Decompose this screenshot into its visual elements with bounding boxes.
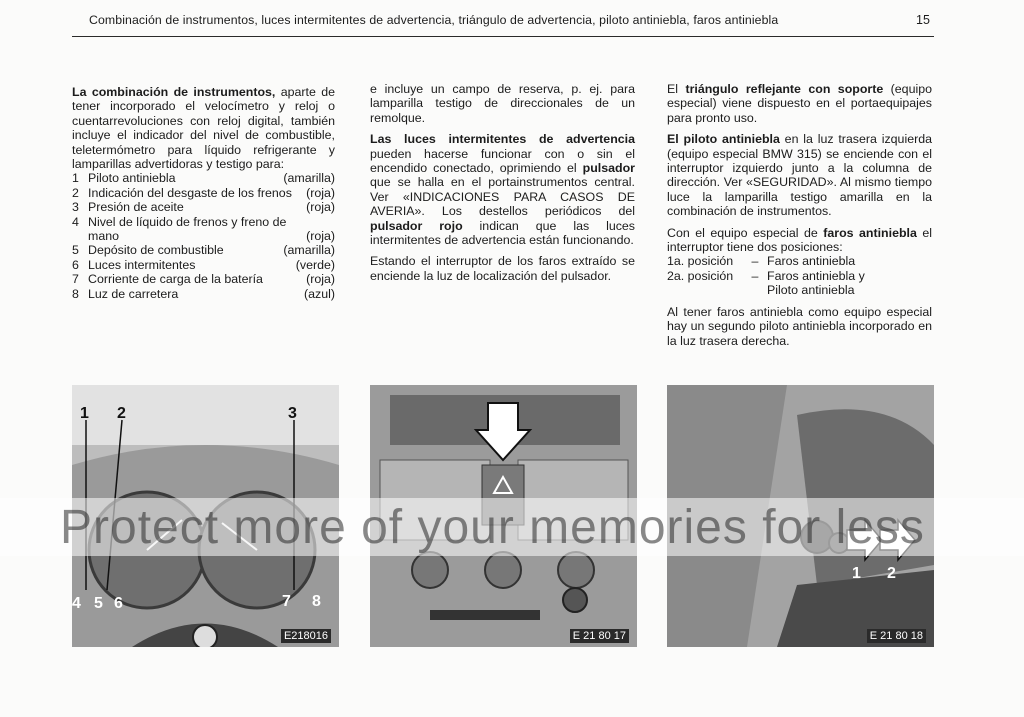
callout-label: 1 [852, 565, 861, 582]
list-item: 5 Depósito de combustible (amarilla) [72, 243, 335, 258]
paragraph: Las luces intermitentes de advertencia pueden hacerse funcionar con o sin el encendido conectado, oprimiendo el pulsador que se halla en el portainstrumentos central. Ver «INDICACIONES PARA CASOS DE AVERIA». Los destellos periódicos del pulsador rojo indican que las luces intermitentes de advertencia están funcionando. [370, 132, 635, 248]
paragraph: El triángulo reflejante con soporte (equipo especial) viene dispuesto en el portaequipajes para pronto uso. [667, 82, 932, 125]
watermark-text: Protect more of your memories for less [60, 501, 925, 554]
callout-label: 6 [114, 595, 123, 612]
callout-label: 2 [887, 565, 896, 582]
figure-code: E 21 80 17 [570, 629, 629, 643]
callout-label: 4 [72, 595, 81, 612]
paragraph: Al tener faros antiniebla como equipo especial hay un segundo piloto antiniebla incorporado en la luz trasera derecha. [667, 304, 932, 348]
intro-heading: La combinación de instrumentos, [72, 85, 276, 99]
column-instruments [72, 85, 335, 301]
page-number: 15 [916, 13, 930, 27]
callout-label: 5 [94, 595, 103, 612]
list-item: 4 Nivel de líquido de frenos y freno de mano (roja) [72, 214, 335, 244]
callout-label: 1 [80, 405, 89, 422]
switch-position: 2a. posición – Faros antiniebla y [667, 268, 865, 283]
list-item: 6 Luces intermitentes (verde) [72, 257, 335, 272]
switch-position: Piloto antiniebla [767, 283, 855, 298]
paragraph: Con el equipo especial de faros antiniebla el interruptor tiene dos posiciones: [667, 225, 933, 255]
list-item: 1 Piloto antiniebla (amarilla) [72, 171, 335, 186]
list-item: 3 Presión de aceite (roja) [72, 200, 335, 215]
figure-code: E 21 80 18 [867, 629, 926, 643]
list-item: 7 Corriente de carga de la batería (roja) [72, 272, 335, 287]
header-rule [72, 36, 934, 37]
intro-text: aparte de tener incorporado el velocímetro y reloj o cuentarrevoluciones con reloj digital, también incluye el indicador del nivel de combustible, teletermómetro para líquido refrigerante y lamparillas advertidoras y testigo para: [72, 85, 335, 172]
figure-code: E218016 [281, 629, 331, 643]
callout-label: 8 [312, 593, 321, 610]
callout-label: 2 [117, 405, 126, 422]
column-fog-lights [667, 82, 932, 355]
callout-label: 7 [282, 593, 291, 610]
column-hazard-lights [370, 82, 635, 290]
running-header: Combinación de instrumentos, luces intermitentes de advertencia, triángulo de advertencia, piloto antiniebla, faros antiniebla [89, 13, 779, 27]
indicator-list [72, 171, 335, 301]
switch-position: 1a. posición – Faros antiniebla [667, 254, 856, 269]
paragraph: e incluye un campo de reserva, p. ej. para lamparilla testigo de direccionales de un remolque. [370, 82, 635, 125]
list-item: 2 Indicación del desgaste de los frenos (roja) [72, 185, 335, 200]
paragraph: Estando el interruptor de los faros extraído se enciende la luz de localización del pulsador. [370, 254, 635, 283]
list-item: 8 Luz de carretera (azul) [72, 286, 335, 301]
callout-label: 3 [288, 405, 297, 422]
paragraph: El piloto antiniebla en la luz trasera izquierda (equipo especial BMW 315) se enciende con el interruptor izquierdo junto a la columna de dirección. Ver «SEGURIDAD». Al mismo tiempo luce la lamparilla testigo amarilla en la combinación de instrumentos. [667, 132, 932, 219]
